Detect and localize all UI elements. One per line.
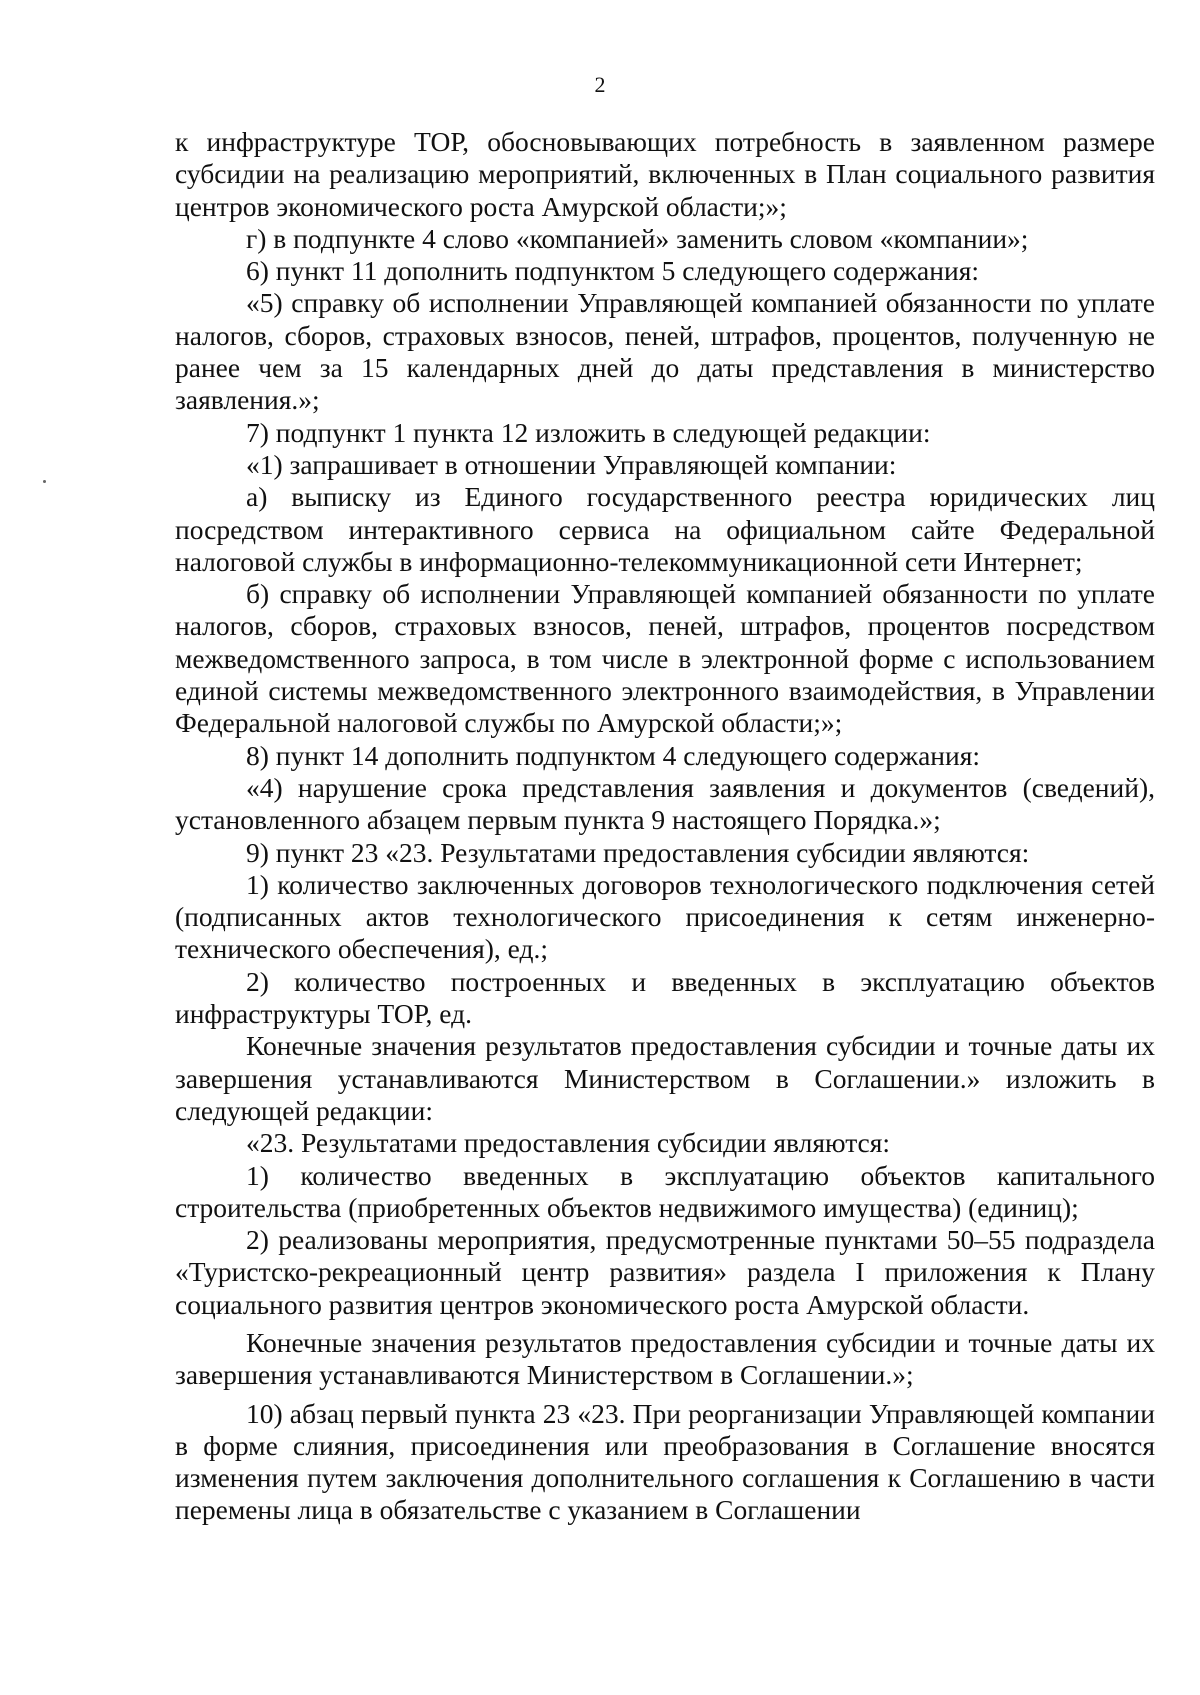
paragraph-new-result-1: 1) количество введенных в эксплуатацию объектов капитального строительства (приобретенных объектов недвижимого имущества) (единиц); — [175, 1159, 1155, 1223]
paragraph-quote-1: «1) запрашивает в отношении Управляющей компании: — [246, 448, 897, 480]
document-body — [175, 126, 1155, 1527]
scan-speck — [43, 480, 46, 483]
paragraph-old-result-2: 2) количество построенных и введенных в эксплуатацию объектов инфраструктуры ТОР, ед. — [175, 965, 1155, 1030]
page-number: 2 — [594, 72, 606, 97]
paragraph-item-7: 7) подпункт 1 пункта 12 изложить в следующей редакции: — [246, 416, 931, 448]
paragraph-item-10: 10) абзац первый пункта 23 «23. При реорганизации Управляющей компании в форме слияния, присоединения или преобразования в Соглашение вносятся изменения путем заключения дополнительного соглашения к Соглашению в части перемены лица в обязательстве с указанием в Соглашении — [175, 1397, 1155, 1526]
paragraph-new-23: «23. Результатами предоставления субсидии являются: — [246, 1127, 891, 1159]
paragraph-quote-4: «4) нарушение срока представления заявления и документов (сведений), установленного абзацем первым пункта 9 настоящего Порядка.»; — [175, 771, 1155, 836]
paragraph-subitem-b: б) справку об исполнении Управляющей компанией обязанности по уплате налогов, сборов, страховых взносов, пеней, штрафов, процентов посредством межведомственного запроса, в том числе в электронной форме с использованием единой системы межведомственного электронного взаимодействия, в Управлении Федеральной налоговой службы по Амурской области;»; — [175, 578, 1155, 739]
paragraph-old-result-1: 1) количество заключенных договоров технологического подключения сетей (подписанных актов технологического присоединения к сетям инженерно-технического обеспечения), ед.; — [175, 868, 1155, 965]
paragraph-item-6: 6) пункт 11 дополнить подпунктом 5 следующего содержания: — [246, 255, 979, 287]
paragraph-quote-5: «5) справку об исполнении Управляющей компанией обязанности по уплате налогов, сборов, страховых взносов, пеней, штрафов, процентов, полученную не ранее чем за 15 календарных дней до даты представления в министерство заявления.»; — [175, 287, 1155, 416]
paragraph-subitem-g: г) в подпункте 4 слово «компанией» заменить словом «компании»; — [246, 222, 1029, 254]
paragraph-item-9: 9) пункт 23 «23. Результатами предоставления субсидии являются: — [246, 836, 1030, 868]
paragraph-subitem-a: а) выписку из Единого государственного реестра юридических лиц посредством интерактивного сервиса на официальном сайте Федеральной налоговой службы в информационно-телекоммуникационной сети Интернет; — [175, 481, 1155, 577]
paragraph-continuation: к инфраструктуре ТОР, обосновывающих потребность в заявленном размере субсидии на реализацию мероприятий, включенных в План социального развития центров экономического роста Амурской области;»; — [175, 126, 1155, 222]
paragraph-new-final-values: Конечные значения результатов предоставления субсидии и точные даты их завершения устанавливаются Министерством в Соглашении.»; — [175, 1326, 1155, 1391]
paragraph-item-8: 8) пункт 14 дополнить подпунктом 4 следующего содержания: — [246, 739, 981, 771]
paragraph-new-result-2: 2) реализованы мероприятия, предусмотренные пунктами 50–55 подраздела «Туристско-рекреационный центр развития» раздела I приложения к Плану социального развития центров экономического роста Амурской области. — [175, 1224, 1155, 1320]
paragraph-old-final-values: Конечные значения результатов предоставления субсидии и точные даты их завершения устанавливаются Министерством в Соглашении.» изложить в следующей редакции: — [175, 1030, 1155, 1126]
